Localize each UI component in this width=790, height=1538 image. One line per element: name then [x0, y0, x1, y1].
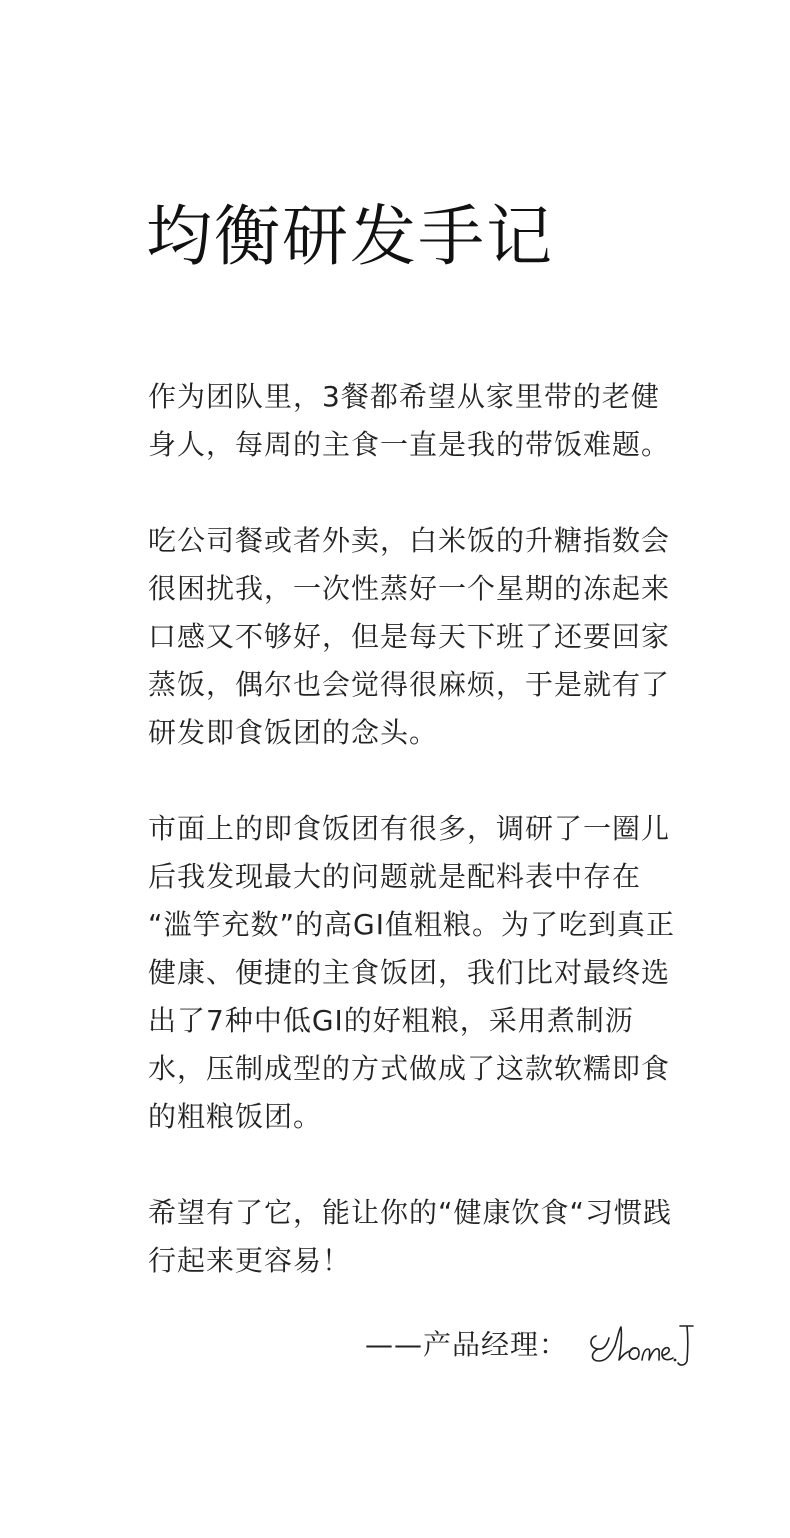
paragraph-line: 希望有了它，能让你的“健康饮食“习惯践 [148, 1196, 673, 1229]
paragraph-1 [148, 373, 728, 469]
paragraph-line: 后我发现最大的问题就是配料表中存在 [148, 860, 642, 893]
handwritten-signature-icon [584, 1318, 696, 1368]
paragraph-line: 口感又不够好，但是每天下班了还要回家 [148, 620, 671, 653]
signoff-label: ——产品经理： [365, 1328, 569, 1361]
paragraph-2 [148, 517, 728, 757]
paragraph-line: 很困扰我，一次性蒸好一个星期的冻起来 [148, 572, 671, 605]
paragraph-line: 出了7种中低GI的好粗粮，采用煮制沥 [148, 1004, 634, 1037]
article-body [148, 373, 728, 1333]
page-title: 均衡研发手记 [146, 198, 554, 275]
author-signoff [365, 1318, 696, 1368]
paragraph-line: 的粗粮饭团。 [148, 1100, 323, 1133]
paragraph-line: 蒸饭，偶尔也会觉得很麻烦，于是就有了 [148, 668, 671, 701]
paragraph-line: 水，压制成型的方式做成了这款软糯即食 [148, 1052, 671, 1085]
paragraph-line: “滥竽充数”的高GI值粗粮。为了吃到真正 [148, 908, 675, 941]
paragraph-line: 身人，每周的主食一直是我的带饭难题。 [148, 428, 671, 461]
paragraph-line: 研发即食饭团的念头。 [148, 716, 439, 749]
paragraph-line: 市面上的即食饭团有很多，调研了一圈儿 [148, 812, 671, 845]
paragraph-line: 吃公司餐或者外卖，白米饭的升糖指数会 [148, 524, 671, 557]
paragraph-line: 作为团队里，3餐都希望从家里带的老健 [148, 380, 660, 413]
paragraph-line: 行起来更容易！ [148, 1244, 352, 1277]
paragraph-3 [148, 805, 728, 1141]
paragraph-line: 健康、便捷的主食饭团，我们比对最终选 [148, 956, 671, 989]
paragraph-4 [148, 1189, 728, 1285]
